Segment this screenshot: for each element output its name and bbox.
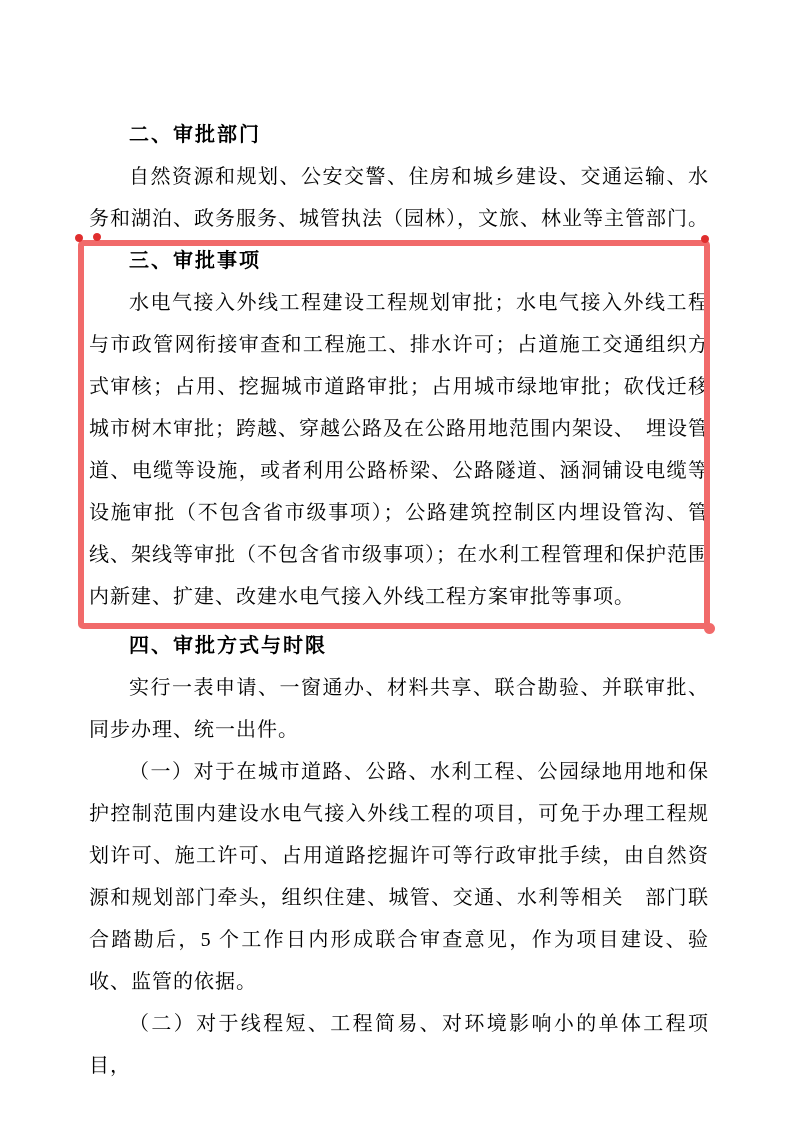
section-4-paragraph-2: （一）对于在城市道路、公路、水利工程、公园绿地用地和保护控制范围内建设水电气接入外线工程的项目，可免于办理工程规划许可、施工许可、占用道路挖掘许可等行政审批手续，由自然资源和规划部门牵头，组织住建、城管、交通、水利等相关 部门联合踏勘后，5 个工作日内形成联合审查意见，作为项目建设、验收、监管的依据。 (89, 761, 709, 993)
red-box-corner-dot-top-left-1 (75, 234, 83, 242)
section-4-heading: 四、审批方式与时限 (129, 635, 327, 657)
section-3-heading: 三、审批事项 (129, 250, 261, 272)
section-2-paragraph: 自然资源和规划、公安交警、住房和城乡建设、交通运输、水务和湖泊、政务服务、城管执法（园林），文旅、林业等主管部门。 (89, 166, 709, 230)
section-2-heading: 二、审批部门 (129, 124, 261, 146)
document-content (89, 114, 709, 1087)
section-3-paragraph: 水电气接入外线工程建设工程规划审批；水电气接入外线工程与市政管网衔接审查和工程施工、排水许可；占道施工交通组织方式审核；占用、挖掘城市道路审批；占用城市绿地审批；砍伐迁移城市树木审批；跨越、穿越公路及在公路用地范围内架设、 埋设管道、电缆等设施，或者利用公路桥梁、公路隧道、涵洞铺设电缆等设施审批（不包含省市级事项）；公路建筑控制区内埋设管沟、管线、架线等审批（不包含省市级事项）；在水利工程管理和保护范围内新建、扩建、改建水电气接入外线工程方案审批等事项。 (89, 292, 709, 608)
section-4-paragraph-3: （二）对于线程短、工程简易、对环境影响小的单体工程项目， (89, 1013, 709, 1077)
section-4-paragraph-1: 实行一表申请、一窗通办、材料共享、联合勘验、并联审批、同步办理、统一出件。 (89, 677, 709, 741)
